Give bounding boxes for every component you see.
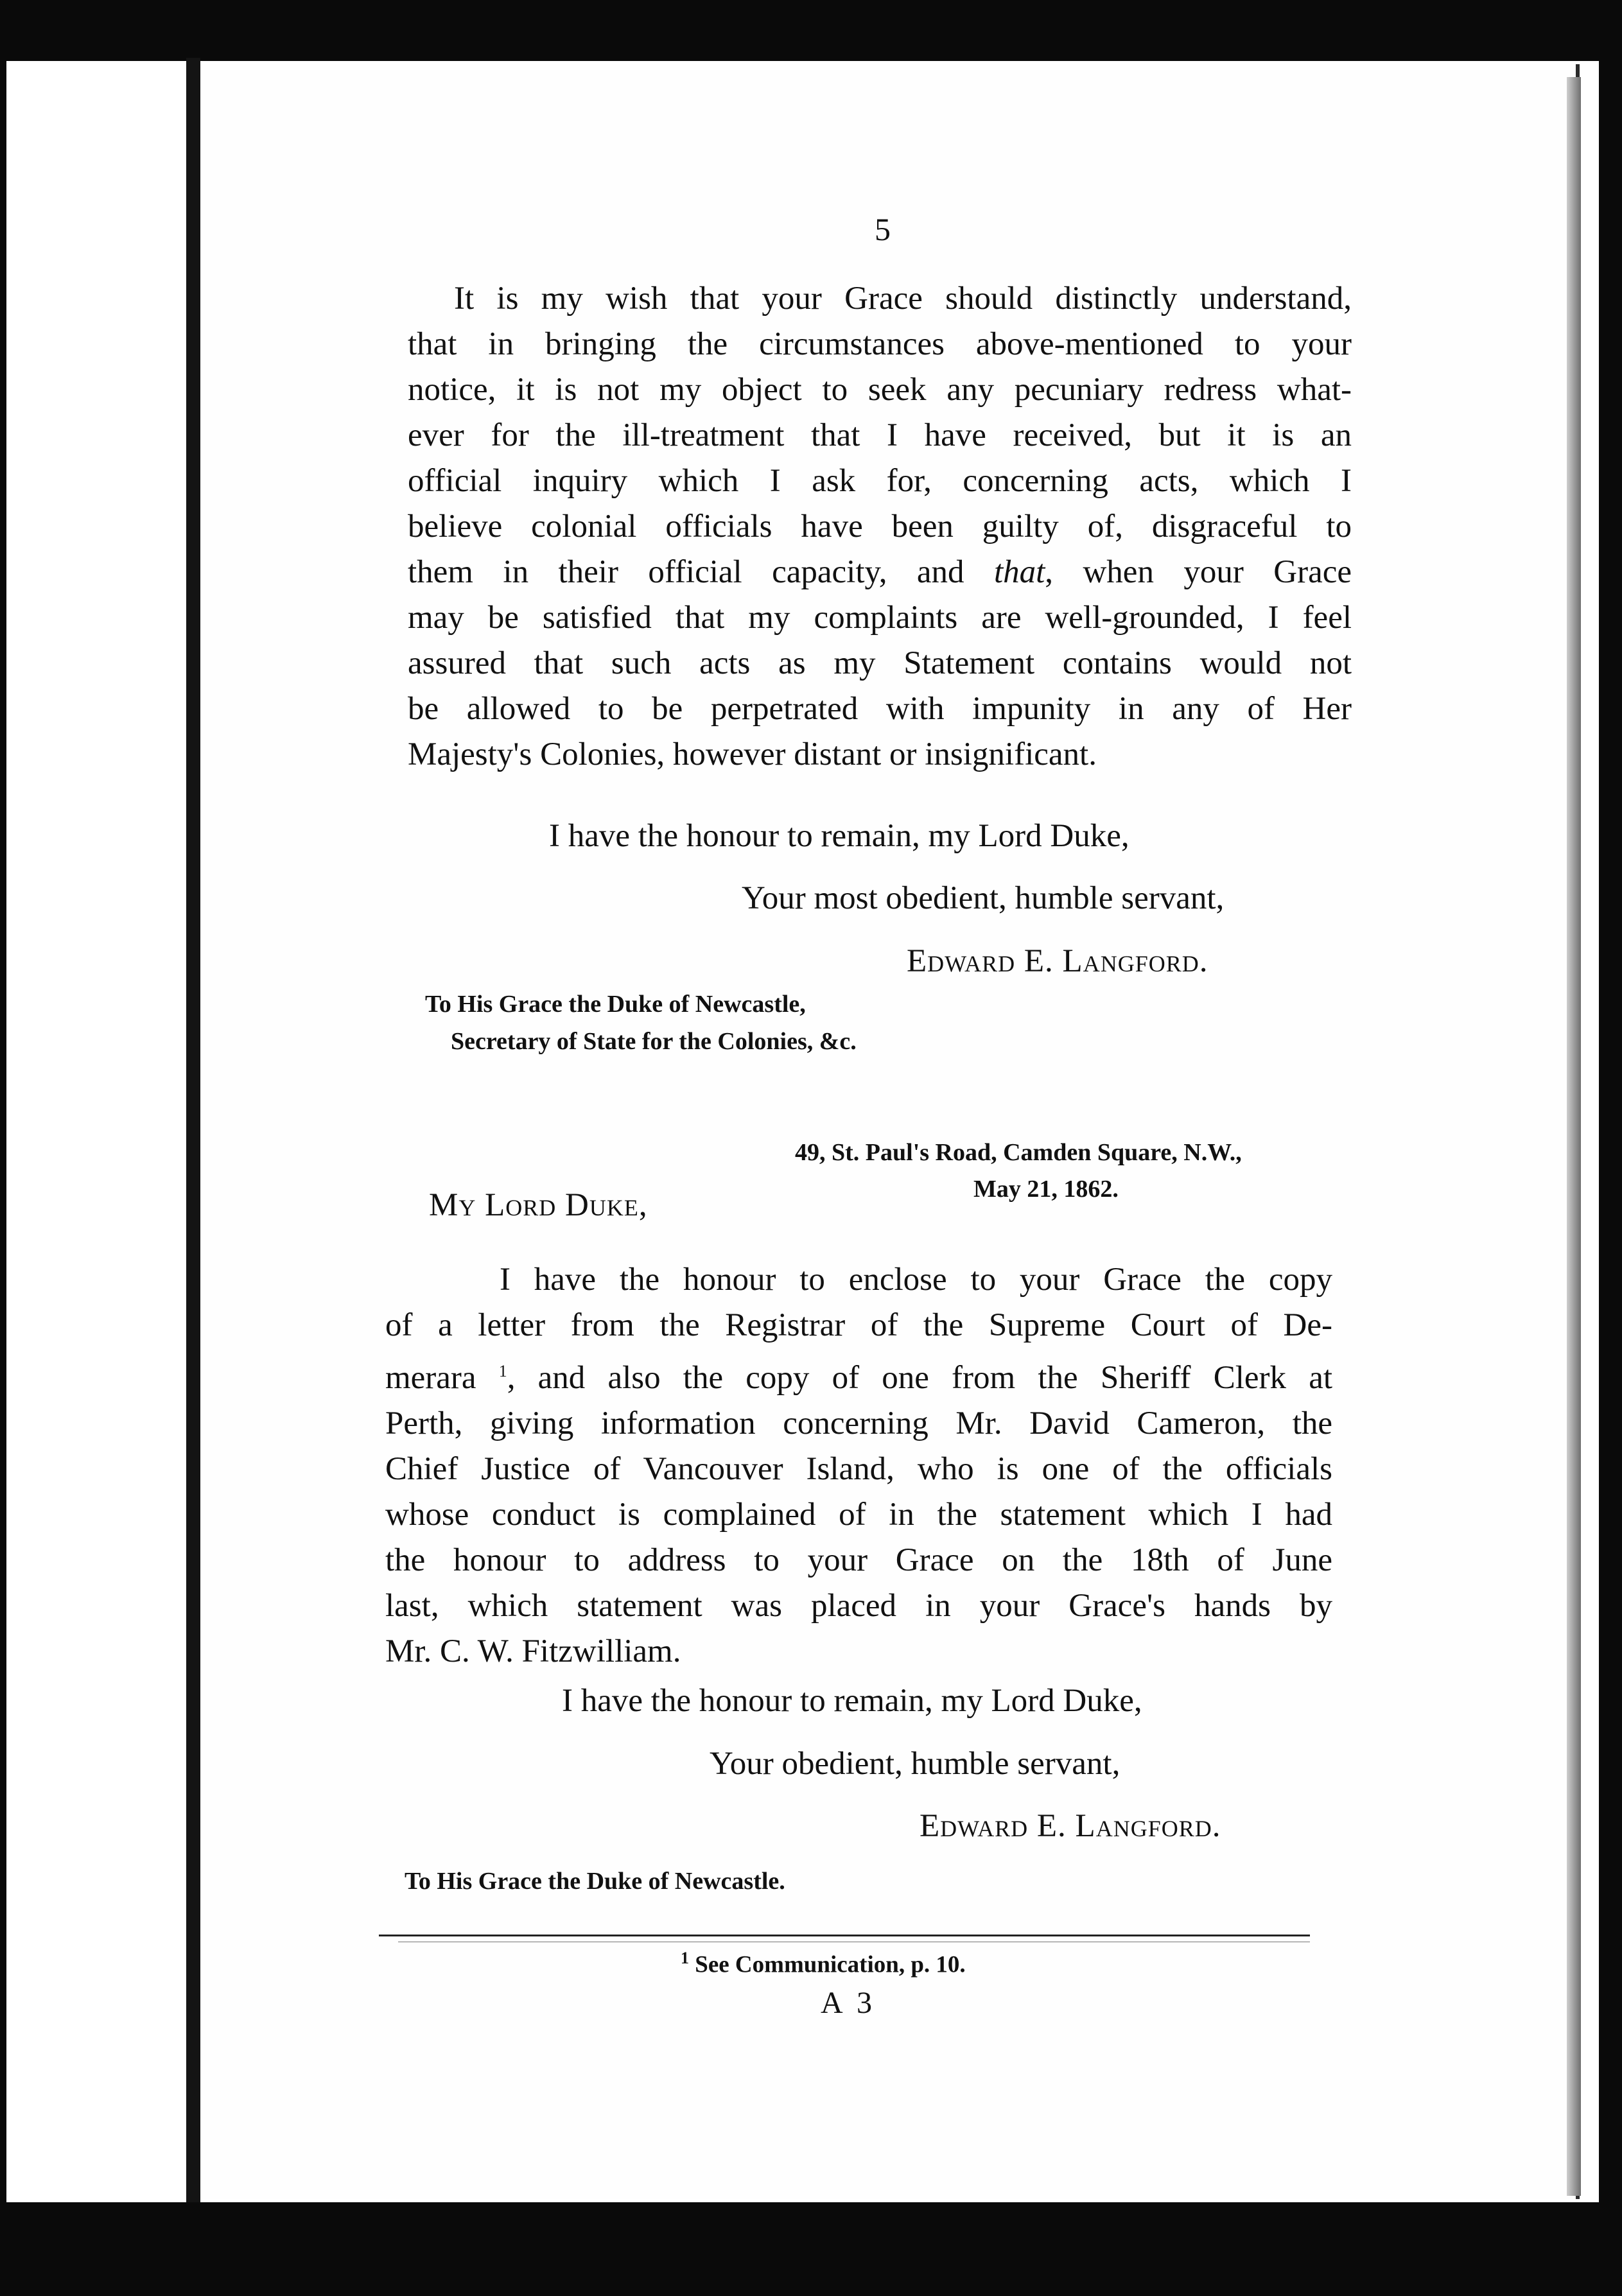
book-spine bbox=[186, 58, 200, 2209]
scan-border-top bbox=[0, 0, 1622, 61]
footnote-text: See Communication, p. 10. bbox=[695, 1951, 966, 1978]
scan-border-right bbox=[1599, 0, 1622, 2296]
letter2-line: last, which statement was placed in your Grace's hands by bbox=[385, 1588, 1332, 1624]
letter1-addressee-line1: To His Grace the Duke of Newcastle, bbox=[425, 991, 806, 1018]
letter2-address: 49, St. Paul's Road, Camden Square, N.W., bbox=[795, 1139, 1242, 1166]
letter1-line: believe colonial officials have been guilty of, disgraceful to bbox=[408, 509, 1352, 544]
page-edge-shadow bbox=[1567, 77, 1581, 2196]
letter1-line: ever for the ill-treatment that I have received, but it is an bbox=[408, 417, 1352, 453]
letter2-line: whose conduct is complained of in the statement which I had bbox=[385, 1497, 1332, 1533]
letter2-line: Mr. C. W. Fitzwilliam. bbox=[385, 1633, 681, 1669]
letter1-line: Majesty's Colonies, however distant or insignificant. bbox=[408, 736, 1097, 772]
scan-border-bottom bbox=[0, 2202, 1622, 2296]
letter2-salutation: My Lord Duke, bbox=[429, 1187, 648, 1223]
letter2-line: the honour to address to your Grace on the 18th of June bbox=[385, 1542, 1332, 1578]
letter2-body bbox=[385, 1257, 1332, 1674]
letter2-line: merara $^1$, and also the copy of one from the Sheriff Clerk at bbox=[385, 1360, 1333, 1396]
letter1-line: It is my wish that your Grace should distinctly understand, bbox=[454, 281, 1352, 317]
letter1-addressee-line2: Secretary of State for the Colonies, &c. bbox=[451, 1028, 857, 1055]
letter2-date: May 21, 1862. bbox=[973, 1176, 1119, 1203]
letter1-line: official inquiry which I ask for, concerning acts, which I bbox=[408, 463, 1352, 499]
footnote-marker: 1 bbox=[681, 1949, 689, 1967]
letter2-line: I have the honour to enclose to your Grace the copy bbox=[500, 1262, 1332, 1298]
letter1-closing: I have the honour to remain, my Lord Duke, bbox=[549, 818, 1129, 854]
letter1-body bbox=[408, 276, 1352, 778]
letter1-line: be allowed to be perpetrated with impunity in any of Her bbox=[408, 691, 1352, 727]
scan-border-left bbox=[0, 0, 6, 2296]
footnote-rule bbox=[379, 1935, 1310, 1936]
emphasis-that: that bbox=[993, 554, 1045, 590]
letter1-signature: Edward E. Langford. bbox=[907, 943, 1208, 979]
facing-page-edge bbox=[6, 61, 186, 2202]
footnote-ref: 1 bbox=[498, 1362, 507, 1380]
letter1-valediction: Your most obedient, humble servant, bbox=[742, 880, 1225, 916]
letter2-line: Chief Justice of Vancouver Island, who is one of the officials bbox=[385, 1451, 1332, 1487]
letter1-line: that in bringing the circumstances above-mentioned to your bbox=[408, 326, 1352, 362]
signature-mark: A 3 bbox=[821, 1986, 876, 2020]
letter1-line: them in their official capacity, and that, when your Grace bbox=[408, 554, 1352, 590]
letter2-line: of a letter from the Registrar of the Supreme Court of De- bbox=[385, 1307, 1332, 1343]
letter2-addressee: To His Grace the Duke of Newcastle. bbox=[405, 1868, 785, 1895]
letter2-valediction: Your obedient, humble servant, bbox=[710, 1746, 1121, 1782]
letter2-line: Perth, giving information concerning Mr. David Cameron, the bbox=[385, 1405, 1332, 1441]
letter2-closing: I have the honour to remain, my Lord Duke, bbox=[562, 1683, 1142, 1719]
footnote bbox=[681, 1949, 966, 1978]
page-number: 5 bbox=[875, 211, 891, 247]
letter1-line: notice, it is not my object to seek any pecuniary redress what- bbox=[408, 372, 1352, 408]
letter1-line: may be satisfied that my complaints are well-grounded, I feel bbox=[408, 600, 1352, 636]
letter2-signature: Edward E. Langford. bbox=[920, 1808, 1221, 1844]
letter1-line: assured that such acts as my Statement contains would not bbox=[408, 645, 1352, 681]
